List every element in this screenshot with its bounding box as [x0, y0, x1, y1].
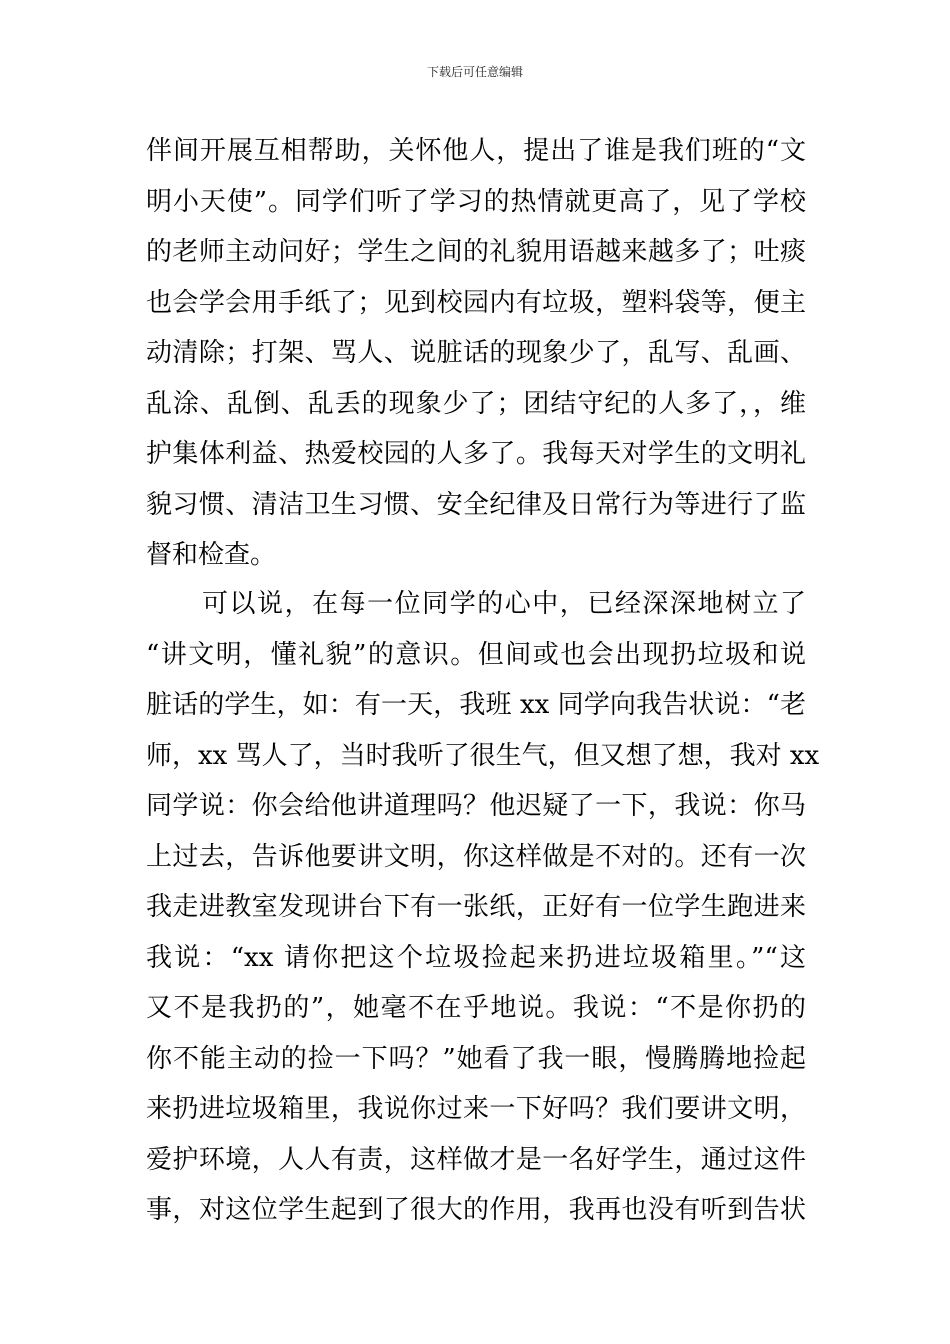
page-header-note: 下载后可任意编辑: [426, 65, 523, 79]
text-line: 爱护环境，人人有责，这样做才是一名好学生，通过这件: [146, 1144, 806, 1175]
text-line: 上过去，告诉他要讲文明，你这样做是不对的。还有一次: [146, 841, 806, 872]
text-line: 也会学会用手纸了；见到校园内有垃圾，塑料袋等，便主: [146, 287, 806, 318]
text-line: 师，xx 骂人了，当时我听了很生气，但又想了想，我对 xx: [146, 740, 820, 771]
text-line: 事，对这位学生起到了很大的作用，我再也没有听到告状: [146, 1195, 806, 1225]
text-line: 的老师主动问好；学生之间的礼貌用语越来越多了；吐痰: [146, 237, 806, 267]
text-line: 又不是我扔的”，她毫不在乎地说。我说：“不是你扔的: [146, 993, 806, 1023]
text-line: 同学说：你会给他讲道理吗？他迟疑了一下，我说：你马: [146, 791, 806, 821]
text-line: 我说：“xx 请你把这个垃圾捡起来扔进垃圾箱里。”“这: [146, 942, 806, 973]
text-line: “讲文明，懂礼貌”的意识。但间或也会出现扔垃圾和说: [146, 639, 806, 670]
text-line: 动清除；打架、骂人、说脏话的现象少了，乱写、乱画、: [146, 338, 806, 368]
text-line: 护集体利益、热爱校园的人多了。我每天对学生的文明礼: [146, 439, 806, 469]
paragraph-1: [146, 126, 806, 581]
text-line: 我走进教室发现讲台下有一张纸，正好有一位学生跑进来: [146, 892, 806, 922]
text-line: 可以说，在每一位同学的心中，已经深深地树立了: [202, 589, 806, 619]
text-line: 乱涂、乱倒、乱丢的现象少了；团结守纪的人多了，，维: [146, 388, 806, 419]
text-line: 你不能主动的捡一下吗？”她看了我一眼，慢腾腾地捡起: [146, 1043, 806, 1074]
paragraph-2: [146, 579, 820, 1236]
text-line: 脏话的学生，如：有一天，我班 xx 同学向我告状说：“老: [146, 690, 806, 720]
text-line: 伴间开展互相帮助，关怀他人，提出了谁是我们班的“文: [146, 136, 806, 166]
text-line: 明小天使”。同学们听了学习的热情就更高了，见了学校: [146, 186, 806, 217]
text-line: 督和检查。: [146, 540, 277, 570]
text-line: 貌习惯、清洁卫生习惯、安全纪律及日常行为等进行了监: [146, 489, 806, 520]
text-line: 来扔进垃圾箱里，我说你过来一下好吗？我们要讲文明，: [146, 1094, 806, 1124]
